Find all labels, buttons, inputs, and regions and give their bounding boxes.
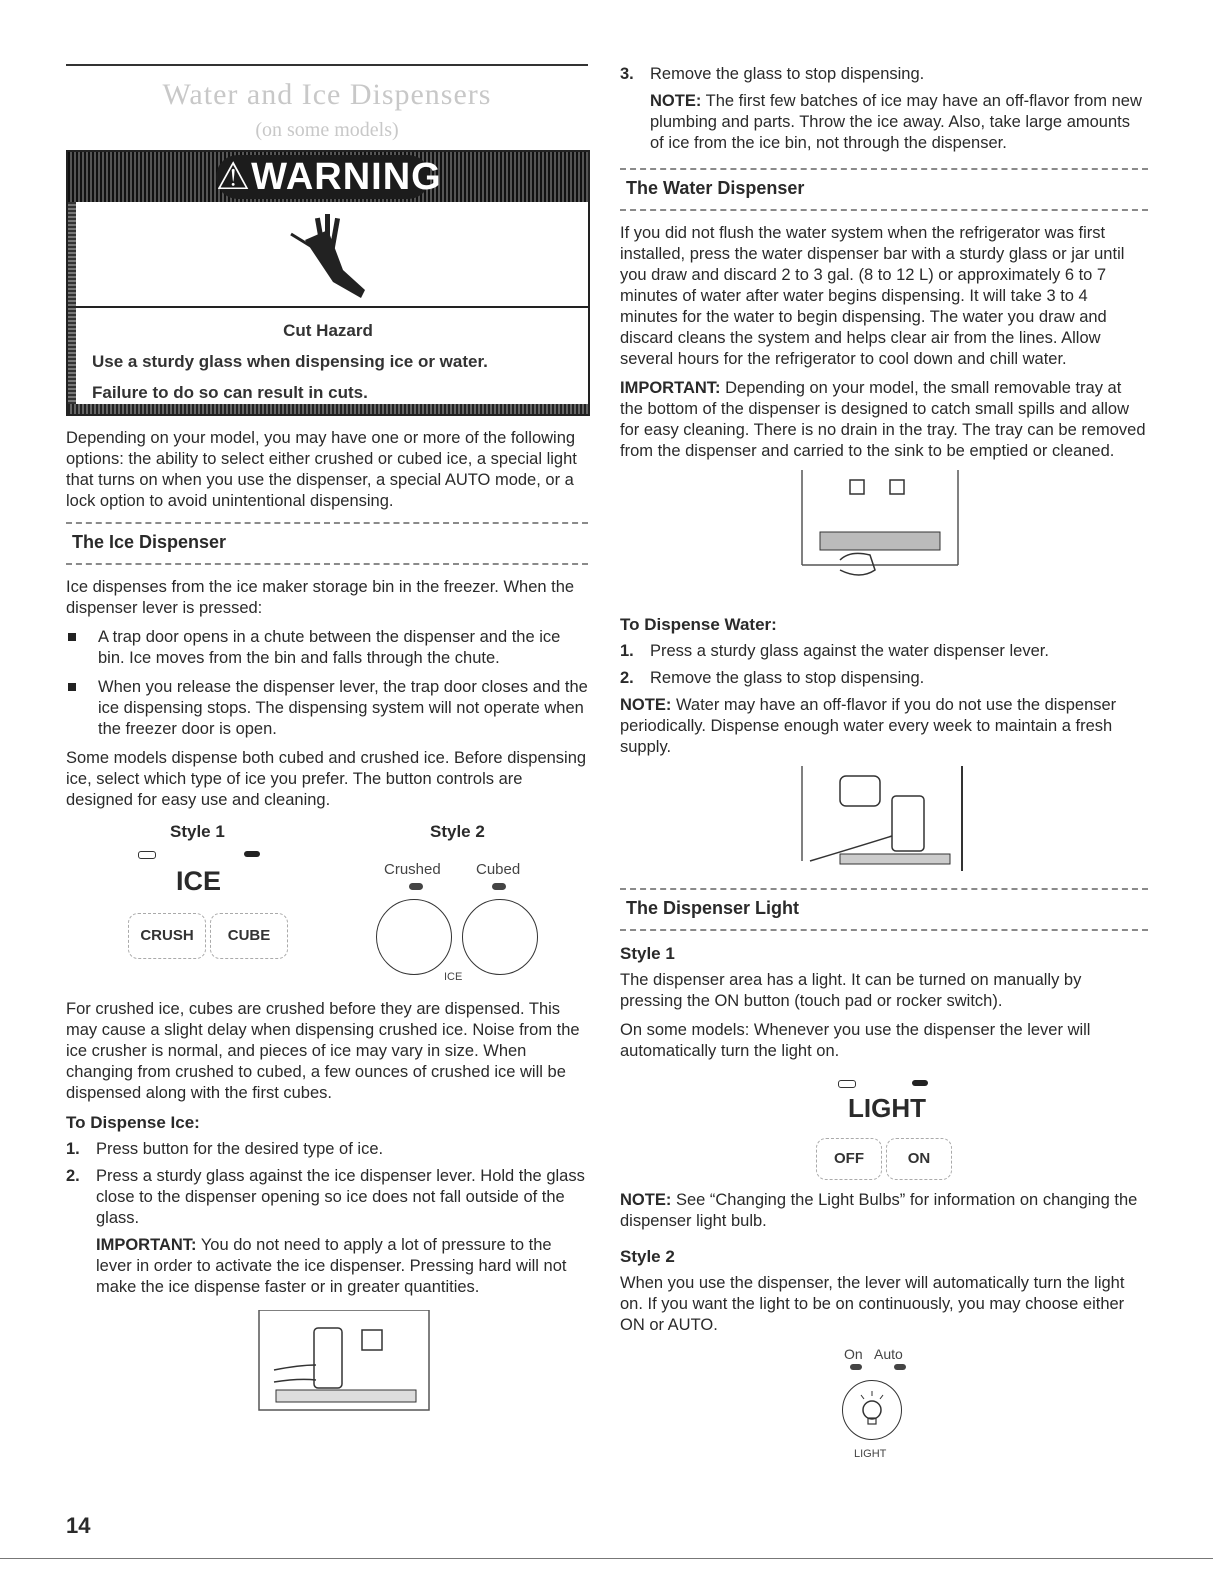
ice-bullet-1: A trap door opens in a chute between the dispenser and the ice bin. Ice moves from the bin and falls through the chute. <box>66 627 588 669</box>
warning-bottom-bar <box>68 404 588 414</box>
step-text: Press a sturdy glass against the ice dispenser lever. Hold the glass close to the dispenser opening so ice does not fall outside of the glass. <box>96 1167 585 1227</box>
note-text: See “Changing the Light Bulbs” for information on changing the dispenser light bulb. <box>620 1191 1138 1230</box>
note-label: NOTE: <box>650 92 702 110</box>
light-dial-on-label: On <box>844 1346 863 1362</box>
dispenser-light-heading: The Dispenser Light <box>626 898 800 918</box>
warning-text: WARNING <box>251 156 442 198</box>
step-text: Remove the glass to stop dispensing. <box>650 65 925 83</box>
ice-step-3 <box>620 64 1148 85</box>
warning-banner <box>68 152 588 202</box>
water-note <box>620 695 1148 758</box>
divider <box>620 168 1148 170</box>
important-text: You do not need to apply a lot of pressure to the lever in order to activate the ice dispenser. Pressing hard will not make the ice dispense faster or in greater quantities. <box>96 1236 567 1296</box>
crushed-indicator-icon <box>409 883 423 890</box>
light-style-2-panel <box>620 1344 1148 1474</box>
light-on-button[interactable]: ON <box>886 1138 952 1180</box>
section-title: Water and Ice Dispensers <box>162 78 492 111</box>
important-label: IMPORTANT: <box>96 1236 197 1254</box>
water-glass-illustration <box>780 766 980 876</box>
indicator-filled-icon <box>912 1080 928 1086</box>
light-style-1-heading: Style 1 <box>620 944 675 963</box>
light-note <box>620 1190 1148 1232</box>
crushed-dial-button[interactable] <box>376 899 452 975</box>
warning-box <box>66 150 590 416</box>
light-style-2-heading: Style 2 <box>620 1247 675 1266</box>
crushed-label: Crushed <box>384 861 441 878</box>
note-text: Water may have an off-flavor if you do not use the dispenser periodically. Dispense enough water every week to maintain a fresh supply. <box>620 696 1117 756</box>
ice-dispensing-illustration <box>254 1310 434 1420</box>
cut-hand-icon <box>283 210 373 300</box>
ice-dial-label: ICE <box>444 971 463 983</box>
footer-rule <box>0 1558 1213 1559</box>
water-important <box>620 378 1148 462</box>
divider <box>620 929 1148 931</box>
water-tray-illustration <box>780 470 980 600</box>
water-dispenser-heading: The Water Dispenser <box>626 178 805 198</box>
light-dial-auto-label: Auto <box>874 1346 903 1362</box>
light-paragraph-2: On some models: Whenever you use the dispenser the lever will automatically turn the light on. <box>620 1021 1091 1060</box>
to-dispense-water-heading: To Dispense Water: <box>620 615 777 634</box>
water-paragraph-1: If you did not flush the water system when the refrigerator was first installed, press the water dispenser bar with a sturdy glass or jar until you draw and discard 2 to 3 gal. (8 to 12 L) or approximately 6 to 7 minutes of water after water begins dispensing. It will take 3 to 4 minutes for the water to begin dispensing. The water you draw and discard cleans the system and helps clear air from the lines. Allow several hours for the refrigerator to cool down and chill water. <box>620 224 1125 368</box>
warning-hazard: Cut Hazard <box>283 321 373 340</box>
light-paragraph-1: The dispenser area has a light. It can be turned on manually by pressing the ON button (touch pad or rocker switch). <box>620 971 1082 1010</box>
light-paragraph-3: When you use the dispenser, the lever will automatically turn the light on. If you want the light to be on continuously, you may choose either ON or AUTO. <box>620 1274 1125 1334</box>
auto-indicator-icon <box>894 1364 906 1370</box>
ice-paragraph-2: Some models dispense both cubed and crushed ice. Before dispensing ice, select which type of ice you prefer. The button controls are designed for easy use and cleaning. <box>66 749 587 809</box>
ice-dispenser-heading: The Ice Dispenser <box>72 532 227 552</box>
divider <box>620 209 1148 211</box>
indicator-outline-icon <box>138 851 156 859</box>
important-text: Depending on your model, the small removable tray at the bottom of the dispenser is designed to catch small spills and allow for easy cleaning. There is no drain in the tray. The tray can be removed from the dispenser and carried to the sink to be emptied or cleaned. <box>620 379 1146 460</box>
step-number: 1. <box>620 642 634 660</box>
ice-paragraph-1: Ice dispenses from the ice maker storage bin in the freezer. When the dispenser lever is pressed: <box>66 578 575 617</box>
divider <box>66 563 588 565</box>
step-number: 1. <box>66 1140 80 1158</box>
important-label: IMPORTANT: <box>620 379 721 397</box>
warning-icon-area <box>68 202 588 308</box>
ice-bullet-2: When you release the dispenser lever, the trap door closes and the ice dispensing stops. The dispensing system will not operate when the freezer door is open. <box>66 677 588 740</box>
indicator-filled-icon <box>244 851 260 857</box>
note-label: NOTE: <box>620 1191 672 1209</box>
step-text: Remove the glass to stop dispensing. <box>650 669 925 687</box>
step-number: 3. <box>620 65 634 83</box>
step-text: Press a sturdy glass against the water dispenser lever. <box>650 642 1049 660</box>
light-dial-button[interactable] <box>842 1380 902 1440</box>
style-2-label: Style 2 <box>430 822 485 841</box>
crush-button[interactable]: CRUSH <box>128 913 206 959</box>
water-step-2 <box>620 668 1148 689</box>
divider <box>620 888 1148 890</box>
cubed-indicator-icon <box>492 883 506 890</box>
step-number: 2. <box>66 1167 80 1185</box>
warning-text-block <box>68 312 588 403</box>
warning-label <box>216 155 442 199</box>
light-word: LIGHT <box>848 1093 926 1123</box>
style-1-label: Style 1 <box>170 822 225 841</box>
light-off-button[interactable]: OFF <box>816 1138 882 1180</box>
step-number: 2. <box>620 669 634 687</box>
ice-step-2 <box>66 1166 588 1229</box>
light-style-1-panel <box>620 1070 1148 1190</box>
cubed-label: Cubed <box>476 861 521 878</box>
ice-style-panels <box>66 819 588 999</box>
note-label: NOTE: <box>620 696 672 714</box>
ice-step-1 <box>66 1139 588 1160</box>
right-column <box>620 64 1148 1474</box>
cube-button[interactable]: CUBE <box>210 913 288 959</box>
ice-paragraph-3: For crushed ice, cubes are crushed before they are dispensed. This may cause a slight delay when dispensing crushed ice. Noise from the ice crusher is normal, and pieces of ice may vary in size. When changing from crushed to cubed, a few ounces of crushed ice will be dispensed along with the first cubes. <box>66 1000 580 1102</box>
warning-line-2: Failure to do so can result in cuts. <box>92 383 368 402</box>
note-text: The first few batches of ice may have an off-flavor from new plumbing and parts. Throw the ice away. Also, take large amounts of ice from the ice bin, not through the dispenser. <box>650 92 1142 152</box>
left-column <box>66 428 588 1426</box>
section-subtitle: (on some models) <box>255 119 399 141</box>
light-bulb-icon <box>843 1381 901 1439</box>
to-dispense-ice-heading: To Dispense Ice: <box>66 1113 200 1132</box>
water-step-1 <box>620 641 1148 662</box>
style-1-ice-word: ICE <box>176 866 222 896</box>
ice-note <box>620 91 1148 154</box>
on-indicator-icon <box>850 1364 862 1370</box>
divider <box>66 522 588 524</box>
step-text: Press button for the desired type of ice. <box>96 1140 384 1158</box>
indicator-outline-icon <box>838 1080 856 1088</box>
ice-important <box>66 1235 588 1298</box>
top-rule <box>66 64 588 66</box>
intro-paragraph: Depending on your model, you may have one or more of the following options: the ability to select either crushed or cubed ice, a special light that turns on when you use the dispenser, a special AUTO mode, or a lock option to avoid unintentional dispensing. <box>66 429 577 510</box>
cubed-dial-button[interactable] <box>462 899 538 975</box>
light-dial-label: LIGHT <box>854 1448 887 1460</box>
warning-triangle-icon: ⚠ <box>216 156 252 198</box>
page-number: 14 <box>66 1513 91 1538</box>
warning-line-1: Use a sturdy glass when dispensing ice or water. <box>92 352 488 371</box>
